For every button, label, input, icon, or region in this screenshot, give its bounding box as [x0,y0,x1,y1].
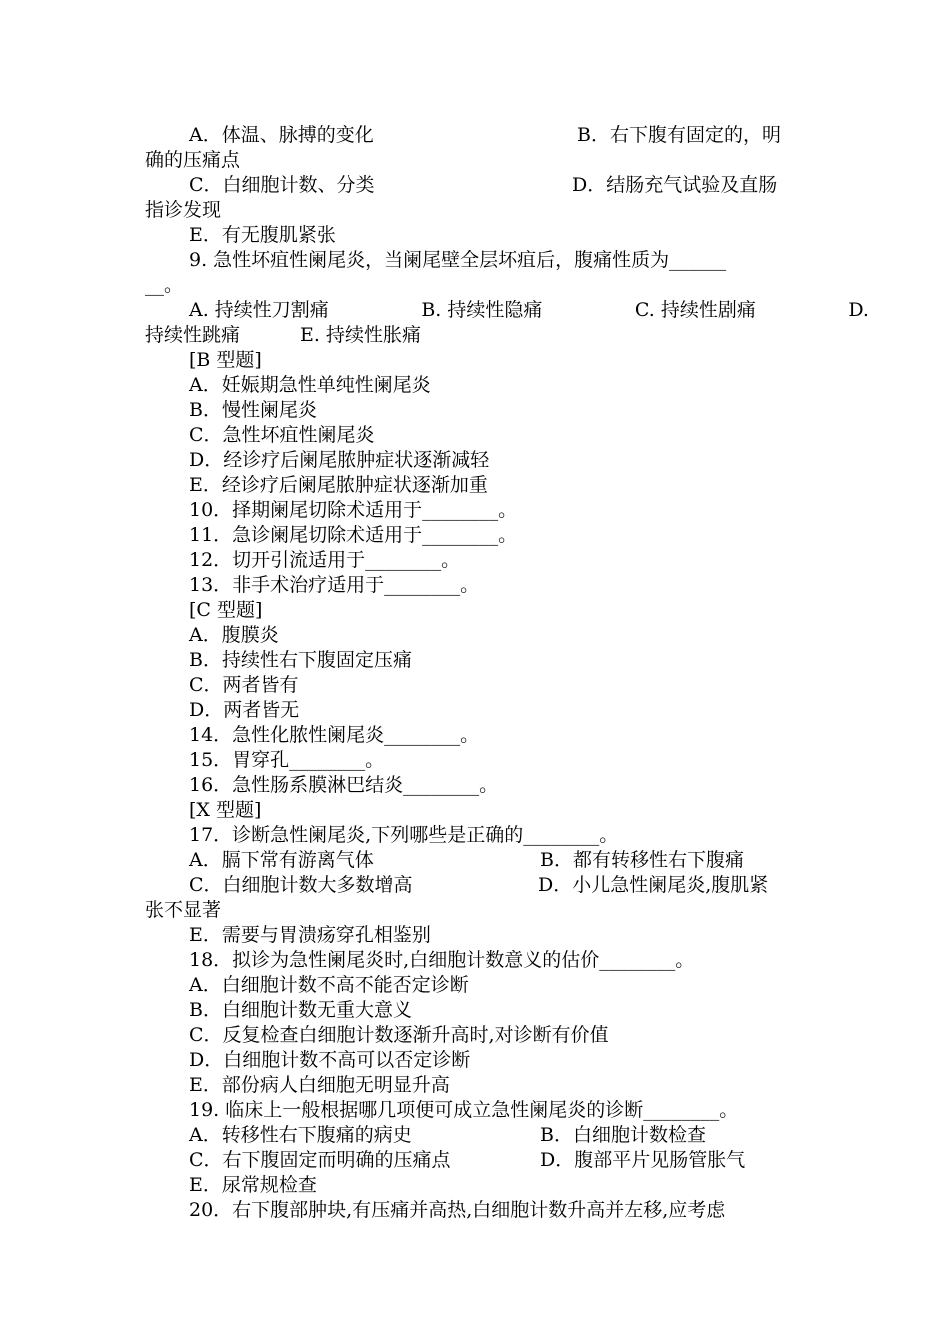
q18-option: C．反复检查白细胞计数逐渐升高时,对诊断有价值 [189,1024,609,1046]
q9-options-row [145,298,869,323]
c-type-header: [C 型题] [189,599,263,621]
b-type-question: 10．择期阑尾切除术适用于________。 [189,499,518,521]
q19-option-a: A．转移性右下腹痛的病史 [189,1124,412,1146]
q9-option-c: C. 持续性剧痛 [634,299,756,321]
b-type-option: A．妊娠期急性单纯性阑尾炎 [189,374,431,396]
b-type-option: D．经诊疗后阑尾脓肿症状逐渐减轻 [189,449,490,471]
q9-stem: 9. 急性坏疽性阑尾炎，当阑尾壁全层坏疽后，腹痛性质为______ [189,249,727,271]
q17-option-d: D．小儿急性阑尾炎,腹肌紧 [538,874,769,896]
q9-option-e: E. 持续性胀痛 [300,324,421,346]
q17-option-d-continued: 张不显著 [145,899,222,921]
q19-option-e: E．尿常规检查 [189,1174,317,1196]
c-type-option: B．持续性右下腹固定压痛 [189,649,412,671]
b-type-question: 12．切开引流适用于________。 [189,549,461,571]
q8-option-a: A．体温、脉搏的变化 [189,124,374,146]
x-type-header: [X 型题] [189,799,262,821]
q9-options-row2 [145,323,825,348]
q8-options-row1 [145,123,869,148]
q18-option: A．白细胞计数不高不能否定诊断 [189,974,469,996]
c-type-option: C．两者皆有 [189,674,299,696]
q8-option-c: C．白细胞计数、分类 [189,174,375,196]
q8-option-e: E．有无腹肌紧张 [189,224,336,246]
q19-stem: 19. 临床上一般根据哪几项便可成立急性阑尾炎的诊断________。 [189,1099,739,1121]
q19-option-c: C．右下腹固定而明确的压痛点 [189,1149,451,1171]
q18-option: B．白细胞计数无重大意义 [189,999,412,1021]
q17-options-row2 [145,873,869,898]
c-type-option: D．两者皆无 [189,699,300,721]
c-type-question: 15．胃穿孔________。 [189,749,385,771]
q19-options-row1 [145,1123,869,1148]
q17-stem: 17．诊断急性阑尾炎,下列哪些是正确的________。 [189,824,619,846]
q20-stem: 20．右下腹部肿块,有压痛并高热,白细胞计数升高并左移,应考虑 [189,1199,726,1221]
q18-option: E．部份病人白细胞无明显升高 [189,1074,450,1096]
c-type-question: 16．急性肠系膜淋巴结炎________。 [189,774,499,796]
b-type-question: 13．非手术治疗适用于________。 [189,574,480,596]
b-type-option: B．慢性阑尾炎 [189,399,317,421]
b-type-question: 11．急诊阑尾切除术适用于________。 [189,524,518,546]
q8-option-b-continued: 确的压痛点 [145,149,241,171]
b-type-option: E．经诊疗后阑尾脓肿症状逐渐加重 [189,474,488,496]
q18-option: D．白细胞计数不高可以否定诊断 [189,1049,471,1071]
q17-option-c: C．白细胞计数大多数增高 [189,874,413,896]
b-type-option: C．急性坏疽性阑尾炎 [189,424,375,446]
q18-stem: 18．拟诊为急性阑尾炎时,白细胞计数意义的估价________。 [189,949,695,971]
q9-option-b: B. 持续性隐痛 [421,299,543,321]
q17-option-a: A．膈下常有游离气体 [189,849,374,871]
q19-option-d: D．腹部平片见肠管胀气 [540,1149,746,1171]
q17-options-row1 [145,848,869,873]
q9-option-d-continued: 持续性跳痛 [145,324,241,346]
q19-options-row2 [145,1148,869,1173]
q9-option-d: D. [848,299,869,321]
q8-option-d: D．结肠充气试验及直肠 [572,174,778,196]
q17-option-e: E．需要与胃溃疡穿孔相鉴别 [189,924,431,946]
q9-stem-continued: __。 [145,274,184,296]
q17-option-b: B．都有转移性右下腹痛 [540,849,744,871]
c-type-question: 14．急性化脓性阑尾炎________。 [189,724,480,746]
q9-option-a: A. 持续性刀割痛 [189,299,329,321]
b-type-header: [B 型题] [189,349,262,371]
q8-option-d-continued: 指诊发现 [145,199,222,221]
q8-option-b: B．右下腹有固定的，明 [577,124,781,146]
q8-options-row2 [145,173,869,198]
c-type-option: A．腹膜炎 [189,624,279,646]
q19-option-b: B．白细胞计数检查 [540,1124,706,1146]
